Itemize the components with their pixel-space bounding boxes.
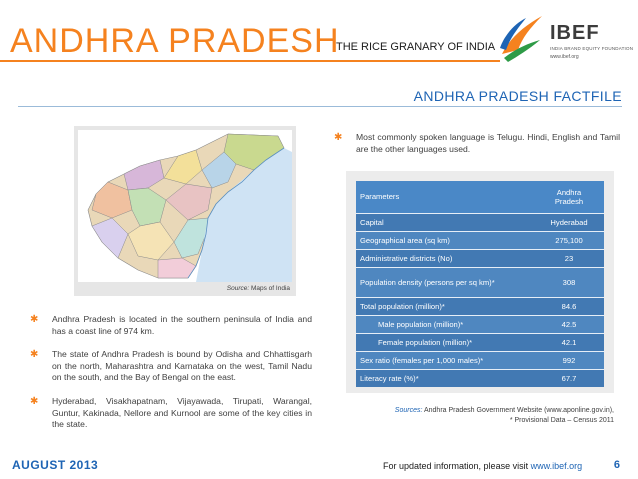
param-cell: Geographical area (sq km) — [356, 231, 534, 249]
table-sources: Sources: Andhra Pradesh Government Website (www.aponline.gov.in), * Provisional Data – Census 2011 — [394, 407, 614, 424]
param-cell: Sex ratio (females per 1,000 males)* — [356, 351, 534, 369]
value-cell: 67.7 — [534, 369, 604, 387]
section-divider — [18, 106, 622, 107]
table-row — [356, 315, 604, 333]
star-icon: ✱ — [30, 314, 39, 325]
map-source: Source: Maps of India — [226, 285, 290, 292]
footer-update-text: For updated information, please visit www.ibef.org — [383, 461, 583, 471]
andhra-pradesh-map-image — [78, 130, 292, 282]
star-icon: ✱ — [334, 132, 343, 143]
left-bullet-list — [30, 314, 312, 443]
slide-header — [0, 0, 638, 82]
table-header-row — [356, 181, 604, 213]
value-cell: 42.1 — [534, 333, 604, 351]
logo-wordmark: IBEF — [550, 22, 600, 44]
star-icon: ✱ — [30, 349, 39, 361]
table-row — [356, 267, 604, 297]
value-cell: 23 — [534, 249, 604, 267]
param-cell: Female population (million)* — [356, 333, 534, 351]
list-item: ✱ The state of Andhra Pradesh is bound by Odisha and Chhattisgarh on the north, Maharashtra and Karnataka on the west, Tamil Nadu on the south, and the Bay of Bengal on the east. — [30, 349, 312, 383]
factfile-table — [356, 181, 604, 387]
section-title: ANDHRA PRADESH FACTFILE — [413, 88, 622, 104]
page-title: ANDHRA PRADESH — [10, 22, 340, 60]
table-row — [356, 249, 604, 267]
list-item: ✱ Andhra Pradesh is located in the southern peninsula of India and has a coast line of 974 km. — [30, 314, 312, 336]
ibef-logo[interactable] — [496, 8, 634, 68]
column-header-andhra-pradesh: Andhra Pradesh — [534, 181, 604, 213]
column-header-parameters: Parameters — [356, 181, 534, 213]
state-map-panel — [74, 126, 296, 296]
param-cell: Literacy rate (%)* — [356, 369, 534, 387]
factfile-table-panel — [346, 171, 614, 393]
param-cell: Male population (million)* — [356, 315, 534, 333]
value-cell: 275,100 — [534, 231, 604, 249]
page-number: 6 — [613, 459, 620, 471]
table-row — [356, 369, 604, 387]
value-cell: 308 — [534, 267, 604, 297]
ibef-bird-icon — [496, 10, 546, 66]
list-item: ✱ Hyderabad, Visakhapatnam, Vijayawada, Tirupati, Warangal, Guntur, Kakinada, Nellore and Kurnool are some of the key cities in the state. — [30, 395, 312, 430]
table-row — [356, 351, 604, 369]
language-bullet: ✱ Most commonly spoken language is Telugu. Hindi, English and Tamil are the other languages used. — [334, 132, 620, 154]
value-cell: 84.6 — [534, 297, 604, 315]
logo-url: www.ibef.org — [550, 54, 579, 60]
star-icon: ✱ — [30, 395, 39, 407]
table-row — [356, 231, 604, 249]
param-cell: Capital — [356, 213, 534, 231]
footer-date: AUGUST 2013 — [12, 458, 99, 472]
param-cell: Administrative districts (No) — [356, 249, 534, 267]
value-cell: 42.5 — [534, 315, 604, 333]
value-cell: 992 — [534, 351, 604, 369]
ibef-website-link[interactable]: www.ibef.org — [530, 461, 583, 471]
table-row — [356, 213, 604, 231]
page-subtitle: THE RICE GRANARY OF INDIA — [336, 41, 496, 53]
value-cell: Hyderabad — [534, 213, 604, 231]
table-row — [356, 333, 604, 351]
param-cell: Population density (persons per sq km)* — [356, 267, 534, 297]
param-cell: Total population (million)* — [356, 297, 534, 315]
title-divider — [0, 60, 500, 62]
table-row — [356, 297, 604, 315]
logo-tagline: INDIA BRAND EQUITY FOUNDATION — [550, 46, 634, 51]
